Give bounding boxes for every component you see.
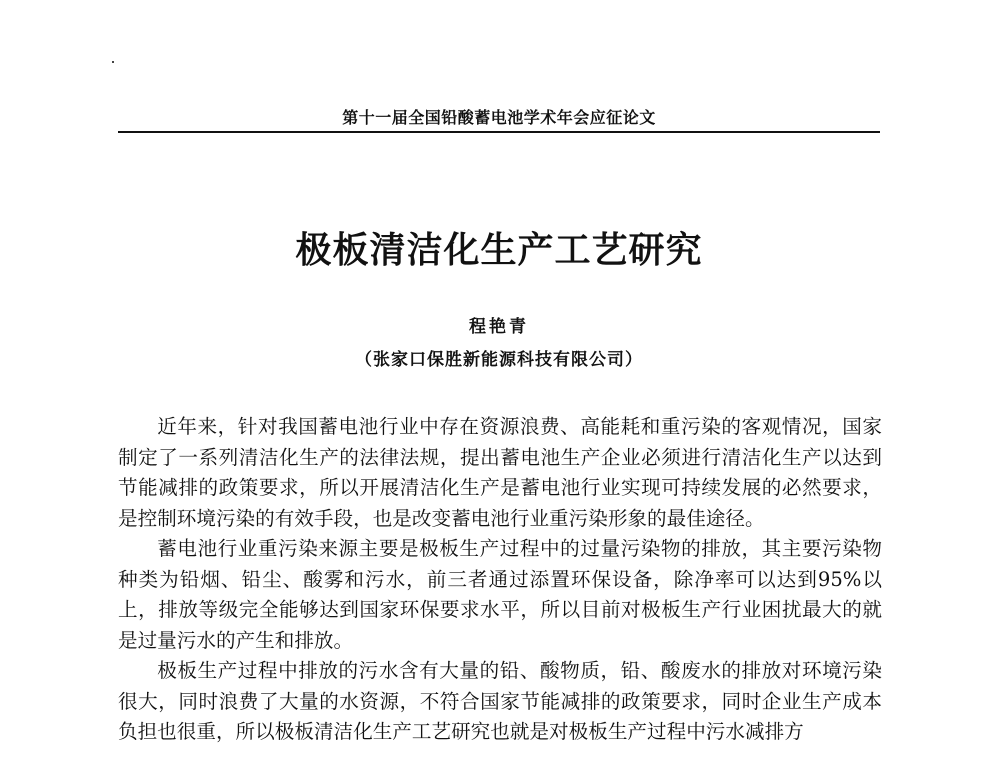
paragraph-1: 近年来，针对我国蓄电池行业中存在资源浪费、高能耗和重污染的客观情况，国家制定了一系列清洁化生产的法律法规，提出蓄电池生产企业必须进行清洁化生产以达到节能减排的政策要求，所以开展清洁化生产是蓄电池行业实现可持续发展的必然要求，是控制环境污染的有效手段，也是改变蓄电池行业重污染形象的最佳途径。 [118,415,882,530]
author-affiliation: （张家口保胜新能源科技有限公司） [355,350,643,370]
paragraph-3: 极板生产过程中排放的污水含有大量的铅、酸物质，铅、酸废水的排放对环境污染很大，同时浪费了大量的水资源，不符合国家节能减排的政策要求，同时企业生产成本负担也很重，所以极板清洁化生产工艺研究也就是对极板生产过程中污水减排方 [118,659,882,743]
header-rule [118,131,880,133]
scan-speck [112,61,114,63]
paper-title: 极板清洁化生产工艺研究 [295,230,703,271]
paragraph-2: 蓄电池行业重污染来源主要是极板生产过程中的过量污染物的排放，其主要污染物种类为铅烟、铅尘、酸雾和污水，前三者通过添置环保设备，除净率可以达到95%以上，排放等级完全能够达到国家环保要求水平，所以目前对极板生产行业困扰最大的就是过量污水的产生和排放。 [118,537,882,652]
author-name: 程艳青 [469,317,529,337]
running-header: 第十一届全国铅酸蓄电池学术年会应征论文 [342,108,656,127]
body-text [118,412,882,748]
